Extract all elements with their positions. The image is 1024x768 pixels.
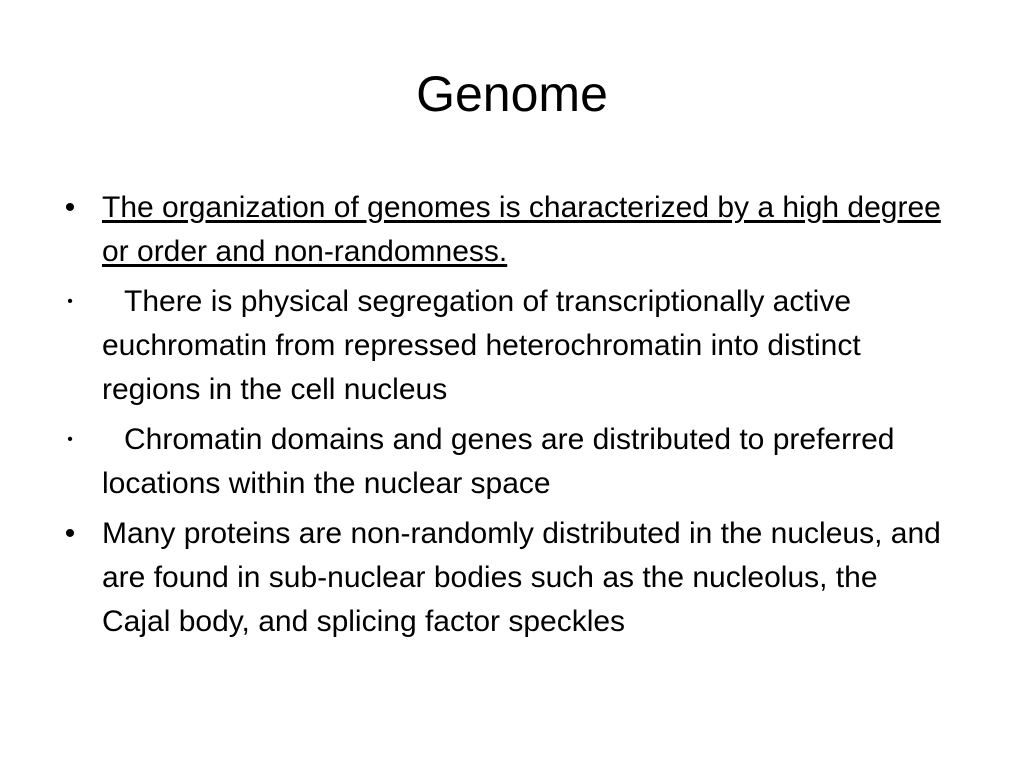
bullet-text-content: There is physical segregation of transcriptionally active euchromatin from repressed heterochromatin into distinct regions in the cell nucleus: [102, 285, 861, 406]
bullet-marker: •: [64, 517, 76, 550]
bullet-marker: •: [67, 293, 73, 310]
bullet-text: [102, 418, 954, 506]
bullet-item: [0, 512, 1024, 644]
bullet-item: [0, 186, 1024, 274]
bullet-marker: •: [67, 431, 73, 448]
bullet-text-content: Chromatin domains and genes are distributed to preferred locations within the nuclear space: [102, 423, 895, 500]
bullet-text: [102, 280, 954, 412]
bullet-text: Many proteins are non-randomly distributed in the nucleus, and are found in sub-nuclear bodies such as the nucleolus, the Cajal body, and splicing factor speckles: [102, 517, 941, 638]
bullet-text: The organization of genomes is characterized by a high degree or order and non-randomness.: [102, 191, 941, 268]
bullet-marker: •: [64, 191, 76, 224]
bullet-item: [0, 280, 1024, 412]
bullet-list: [0, 186, 1024, 650]
bullet-item: [0, 418, 1024, 506]
slide-title: Genome: [416, 66, 608, 122]
